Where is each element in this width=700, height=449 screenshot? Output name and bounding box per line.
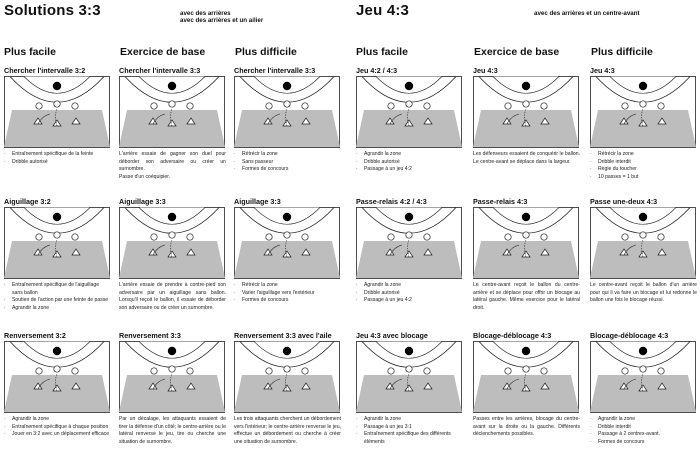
subtitle-line: avec des arrières xyxy=(180,10,231,17)
court-diagram xyxy=(590,76,696,148)
court-diagram xyxy=(356,76,462,148)
exercise-description xyxy=(590,282,697,305)
exercise-card xyxy=(119,197,226,312)
exercise-title: Jeu 4:3 avec blocage xyxy=(356,331,428,340)
exercise-card xyxy=(473,66,580,166)
exercise-title: Blocage-déblocage 4:3 xyxy=(590,331,669,340)
court-diagram xyxy=(4,341,110,413)
court-diagram xyxy=(234,207,340,279)
exercise-title: Aiguillage 3:3 xyxy=(234,197,281,206)
exercise-title: Chercher l'intervalle 3:3 xyxy=(234,66,316,75)
bullet-item: · Passage à 2 centres-avant. xyxy=(590,431,697,439)
exercise-description xyxy=(473,282,580,312)
bullet-item: · Agrandir la zone xyxy=(356,151,463,159)
court-diagram xyxy=(473,76,579,148)
bullet-item: · Rétrécir la zone xyxy=(590,151,697,159)
bullet-item: · Agrandir la zone xyxy=(4,305,111,313)
bullet-item: · Entraînement spécifique de la feinte xyxy=(4,151,111,159)
bullet-item: · Formes de concours xyxy=(590,439,697,447)
exercise-description xyxy=(590,151,697,181)
paragraph-line: Le centre-avant reçoit le ballon d'un arrière pour qui il va faire un blocage et lui redonne le ballon une fois le blocage réussi. xyxy=(590,282,697,304)
bullet-item: · Varier l'aiguillage vers l'extérieur xyxy=(234,290,341,298)
exercise-title: Jeu 4:3 xyxy=(473,66,498,75)
bullet-item: · Entraînement spécifique à chaque position xyxy=(4,424,111,432)
bullet-item: · Rétrécir la zone xyxy=(234,151,341,159)
exercise-description xyxy=(356,416,463,446)
left-section-title: Solutions 3:3 xyxy=(4,2,101,19)
exercise-description xyxy=(119,151,226,181)
exercise-description xyxy=(590,416,697,446)
bullet-item: · Passage à un jeu 4:2 xyxy=(356,166,463,174)
exercise-card xyxy=(356,66,463,174)
exercise-card xyxy=(4,331,111,439)
court-diagram xyxy=(119,76,225,148)
exercise-card xyxy=(4,66,111,166)
court-diagram xyxy=(356,207,462,279)
exercise-card xyxy=(356,331,463,446)
exercise-description xyxy=(4,151,111,166)
bullet-item: · Dribble interdit xyxy=(590,424,697,432)
exercise-card xyxy=(119,331,226,446)
paragraph-line: Passes entre les arrières, blocage du centre-avant sur la droite ou la gauche. Différents déclenchements possibles. xyxy=(473,416,580,438)
exercise-title: Renversement 3:3 avec l'aile xyxy=(234,331,332,340)
paragraph-line: L'arrière essaie de prendre à contre-pied son adversaire par un aiguillage sans ballon. Lorsqu'il reçoit le ballon, il essaie de déborder son adversaire ou de créer un surnombre. xyxy=(119,282,226,311)
exercise-card xyxy=(473,197,580,312)
column-heading-basic: Exercice de base xyxy=(120,46,206,58)
left-section-subtitle xyxy=(180,10,263,25)
exercise-title: Aiguillage 3:3 xyxy=(119,197,166,206)
court-diagram xyxy=(4,207,110,279)
exercise-title: Jeu 4:3 xyxy=(590,66,615,75)
bullet-item: · Dribble autorisé xyxy=(356,159,463,167)
paragraph-line: Les trois attaquants cherchent un débordement vers l'intérieur; le centre-arrière renverse le jeu, effectue un débordement ou cherche à créer une situation de surnombre. xyxy=(234,416,341,445)
court-diagram xyxy=(356,341,462,413)
paragraph-line: Les défenseurs essaient de conquérir le ballon. Le centre-avant se déplace dans la largeur. xyxy=(473,151,580,165)
court-diagram xyxy=(4,76,110,148)
exercise-title: Aiguillage 3:2 xyxy=(4,197,51,206)
court-diagram xyxy=(119,341,225,413)
bullet-item: · Formes de concours xyxy=(234,297,341,305)
exercise-card xyxy=(234,331,341,446)
exercise-description xyxy=(234,416,341,446)
paragraph-line: Par un décalage, les attaquants essaient de tirer la défense d'un côté; le centre-arrière ou le latéral renverse le jeu, tire ou cherche une situation de surnombre. xyxy=(119,416,226,445)
bullet-item: · Agrandir la zone xyxy=(590,416,697,424)
exercise-title: Passe-relais 4:2 / 4:3 xyxy=(356,197,427,206)
bullet-item: · Passage à un jeu 3:1 xyxy=(356,424,463,432)
column-heading-harder: Plus difficile xyxy=(591,46,653,58)
right-section-title: Jeu 4:3 xyxy=(356,2,410,19)
exercise-card xyxy=(4,197,111,312)
exercise-card xyxy=(473,331,580,439)
subtitle-line: avec des arrières et un centre-avant xyxy=(534,10,640,17)
exercise-title: Chercher l'intervalle 3:3 xyxy=(119,66,201,75)
exercise-card xyxy=(234,197,341,305)
bullet-item: · Sans passeur xyxy=(234,159,341,167)
bullet-item: · Dribble interdit xyxy=(590,159,697,167)
exercise-description xyxy=(473,151,580,166)
bullet-item: · Agrandir la zone xyxy=(356,282,463,290)
exercise-description xyxy=(4,282,111,312)
paragraph-line: Le centre-avant reçoit le ballon du centre-arrière et se déplace pour offrir un blocage au latéral gauche. Même exercice pour le latéral droit. xyxy=(473,282,580,311)
exercise-title: Passe une-deux 4:3 xyxy=(590,197,658,206)
bullet-item: · Dribble autorisé xyxy=(4,159,111,167)
court-diagram xyxy=(473,341,579,413)
column-heading-harder: Plus difficile xyxy=(235,46,297,58)
bullet-item: · Passage à un jeu 4:2 xyxy=(356,297,463,305)
exercise-description xyxy=(4,416,111,439)
court-diagram xyxy=(234,341,340,413)
court-diagram xyxy=(590,341,696,413)
exercise-title: Chercher l'intervalle 3:2 xyxy=(4,66,86,75)
bullet-item: · Entraînement spécifique des différents éléments xyxy=(356,431,463,446)
exercise-description xyxy=(234,282,341,305)
bullet-item: · 10 passes = 1 but xyxy=(590,174,697,182)
column-heading-easier: Plus facile xyxy=(356,46,408,58)
exercise-description xyxy=(473,416,580,439)
exercise-card xyxy=(590,197,697,305)
bullet-item: · Règle du toucher xyxy=(590,166,697,174)
subtitle-line: avec des arrières et un ailier xyxy=(180,17,264,25)
exercise-title: Blocage-déblocage 4:3 xyxy=(473,331,552,340)
exercise-card xyxy=(590,331,697,446)
exercise-description xyxy=(356,282,463,305)
paragraph-line: Passe d'un coéquipier. xyxy=(119,173,171,180)
bullet-item: · Dribble autorisé xyxy=(356,290,463,298)
bullet-item: · Rétrécir la zone xyxy=(234,282,341,290)
bullet-item: · Soutien de l'action par une feinte de passe xyxy=(4,297,111,305)
exercise-title: Renversement 3:2 xyxy=(4,331,66,340)
exercise-title: Renversement 3:3 xyxy=(119,331,181,340)
exercise-title: Jeu 4:2 / 4:3 xyxy=(356,66,398,75)
paragraph-line: L'arrière essaie de gagner son duel pour déborder son adversaire ou créer un surnombre. xyxy=(119,151,226,173)
bullet-item: · Agrandir la zone xyxy=(356,416,463,424)
exercise-card xyxy=(590,66,697,181)
exercise-description xyxy=(234,151,341,174)
exercise-description xyxy=(119,416,226,446)
court-diagram xyxy=(590,207,696,279)
bullet-item: · Jouer en 3:2 avec un déplacement efficace xyxy=(4,431,111,439)
exercise-card xyxy=(234,66,341,174)
exercise-title: Passe-relais 4:3 xyxy=(473,197,528,206)
column-heading-basic: Exercice de base xyxy=(474,46,560,58)
right-section-subtitle xyxy=(534,10,640,17)
court-diagram xyxy=(119,207,225,279)
exercise-description xyxy=(356,151,463,174)
exercise-description xyxy=(119,282,226,312)
court-diagram xyxy=(473,207,579,279)
exercise-card xyxy=(356,197,463,305)
bullet-item: · Agrandir la zone xyxy=(4,416,111,424)
column-heading-easier: Plus facile xyxy=(4,46,56,58)
court-diagram xyxy=(234,76,340,148)
bullet-item: · Entraînement spécifique de l'aiguillage sans ballon xyxy=(4,282,111,297)
bullet-item: · Formes de concours xyxy=(234,166,341,174)
exercise-card xyxy=(119,66,226,181)
